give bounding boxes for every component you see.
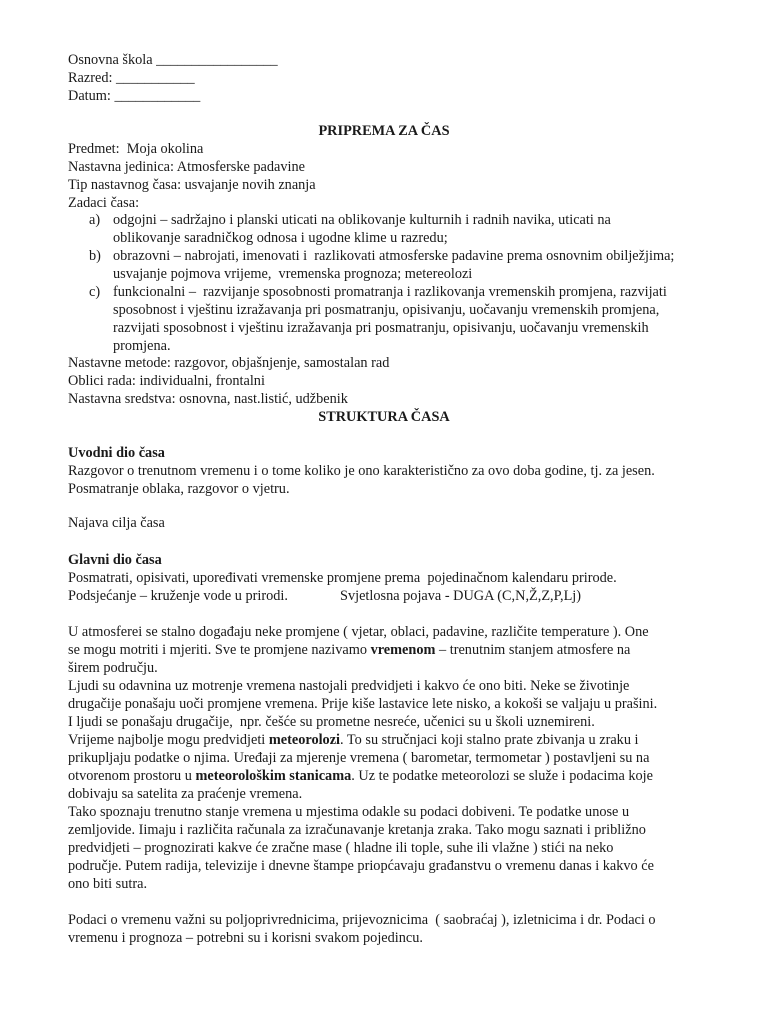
- task-line: promjena.: [113, 338, 171, 354]
- text-line: Vrijeme najbolje mogu predvidjeti meteorolozi. To su stručnjaci koji stalno prate zbivanja u zraku i: [68, 732, 639, 748]
- forms-line: Oblici rada: individualni, frontalni: [68, 373, 265, 389]
- main-heading: Glavni dio časa: [68, 552, 162, 568]
- text-line: drugačije ponašaju uoči promjene vremena. Prije kiše lastavice lete nisko, a kokoši se valjaju u prašini.: [68, 696, 658, 712]
- subject-line: Predmet: Moja okolina: [68, 141, 204, 157]
- text-line: I ljudi se ponašaju drugačije, npr. češće su prometne nesreće, učenici su u školi uznemireni.: [68, 714, 595, 730]
- methods-line: Nastavne metode: razgovor, objašnjenje, samostalan rad: [68, 355, 390, 371]
- term-meteoroloske-stanice: meteorološkim stanicama: [195, 768, 352, 784]
- document-title: PRIPREMA ZA ČAS: [318, 123, 450, 139]
- text-line: vremenu i prognoza – potrebni su i korisni svakom pojedincu.: [68, 930, 423, 946]
- intro-line: Razgovor o trenutnom vremenu i o tome koliko je ono karakteristično za ovo doba godine, tj. za jesen.: [68, 463, 655, 479]
- text-line: Tako spoznaju trenutno stanje vremena u mjestima odakle su podaci dobiveni. Te podatke unose u: [68, 804, 630, 820]
- goal-line: Najava cilja časa: [68, 515, 165, 531]
- text-line: se mogu motriti i mjeriti. Sve te promjene nazivamo vremenom – trenutnim stanjem atmosfere na: [68, 642, 631, 658]
- text-line: širem području.: [68, 660, 158, 676]
- tasks-label: Zadaci časa:: [68, 195, 140, 211]
- text-line: dobivaju sa satelita za praćenje vremena.: [68, 786, 303, 802]
- text-line: prikupljaju podatke o njima. Uređaji za mjerenje vremena ( barometar, termometar ) postavljeni su na: [68, 750, 650, 766]
- task-marker: b): [89, 248, 101, 264]
- task-line: obrazovni – nabrojati, imenovati i razlikovati atmosferske padavine prema osnovnim obilježjima;: [113, 248, 675, 264]
- intro-line: Posmatranje oblaka, razgovor o vjetru.: [68, 481, 290, 497]
- task-marker: c): [89, 284, 101, 300]
- task-line: sposobnost i vještinu izražavanja pri posmatranju, opisivanju, uočavanju vremenskih promjena,: [113, 302, 660, 318]
- main-line-rainbow: Svjetlosna pojava - DUGA (C,N,Ž,Z,P,Lj): [340, 588, 582, 604]
- task-line: usvajanje pojmova vrijeme, vremenska prognoza; metereolozi: [113, 266, 473, 282]
- text-line: Ljudi su odavnina uz motrenje vremena nastojali predvidjeti i kakvo će ono biti. Neke se životinje: [68, 678, 630, 694]
- unit-line: Nastavna jedinica: Atmosferske padavine: [68, 159, 306, 175]
- text-line: otvorenom prostoru u meteorološkim stanicama. Uz te podatke meteorolozi se služe i podacima koje: [68, 768, 653, 784]
- term-meteorolozi: meteorolozi: [268, 732, 341, 748]
- text-line: U atmosferei se stalno događaju neke promjene ( vjetar, oblaci, padavine, različite temperature ). One: [68, 624, 649, 640]
- main-line-water-cycle: Podsjećanje – kruženje vode u prirodi.: [68, 588, 288, 604]
- lesson-type-line: Tip nastavnog časa: usvajanje novih znanja: [68, 177, 316, 193]
- task-line: odgojni – sadržajno i planski uticati na oblikovanje kulturnih i radnih navika, uticati na: [113, 212, 611, 228]
- task-marker: a): [89, 212, 101, 228]
- grade-field: Razred: ___________: [68, 70, 195, 86]
- school-field: Osnovna škola _________________: [68, 52, 278, 68]
- text-line: predvidjeti – prognozirati kakve će zračne mase ( hladne ili tople, suhe ili vlažne ) stići na neko: [68, 840, 614, 856]
- text-line: Podaci o vremenu važni su poljoprivrednicima, prijevoznicima ( saobraćaj ), izletnicima i dr. Podaci o: [68, 912, 656, 928]
- task-line: oblikovanje saradničkog odnosa i ugodne klime u razredu;: [113, 230, 448, 246]
- text-line: područje. Putem radija, televizije i dnevne štampe priopćavaju građanstvu o vremenu danas i kakvo će: [68, 858, 654, 874]
- tools-line: Nastavna sredstva: osnovna, nast.listić, udžbenik: [68, 391, 348, 407]
- main-line: Posmatrati, opisivati, upoređivati vremenske promjene prema pojedinačnom kalendaru prirode.: [68, 570, 617, 586]
- date-field: Datum: ____________: [68, 88, 201, 104]
- task-line: funkcionalni – razvijanje sposobnosti promatranja i razlikovanja vremenskih promjena, razvijati: [113, 284, 667, 300]
- intro-heading: Uvodni dio časa: [68, 445, 165, 461]
- term-vremenom: vremenom: [370, 642, 436, 658]
- text-line: zemljovide. Iimaju i različita računala za izračunavanje kretanja zraka. Tako mogu saznati i približno: [68, 822, 646, 838]
- structure-title: STRUKTURA ČASA: [318, 409, 450, 425]
- task-line: razvijati sposobnost i vještinu izražavanja pri posmatranju, opisivanju, uočavanju vremenskih: [113, 320, 649, 336]
- text-line: ono biti sutra.: [68, 876, 148, 892]
